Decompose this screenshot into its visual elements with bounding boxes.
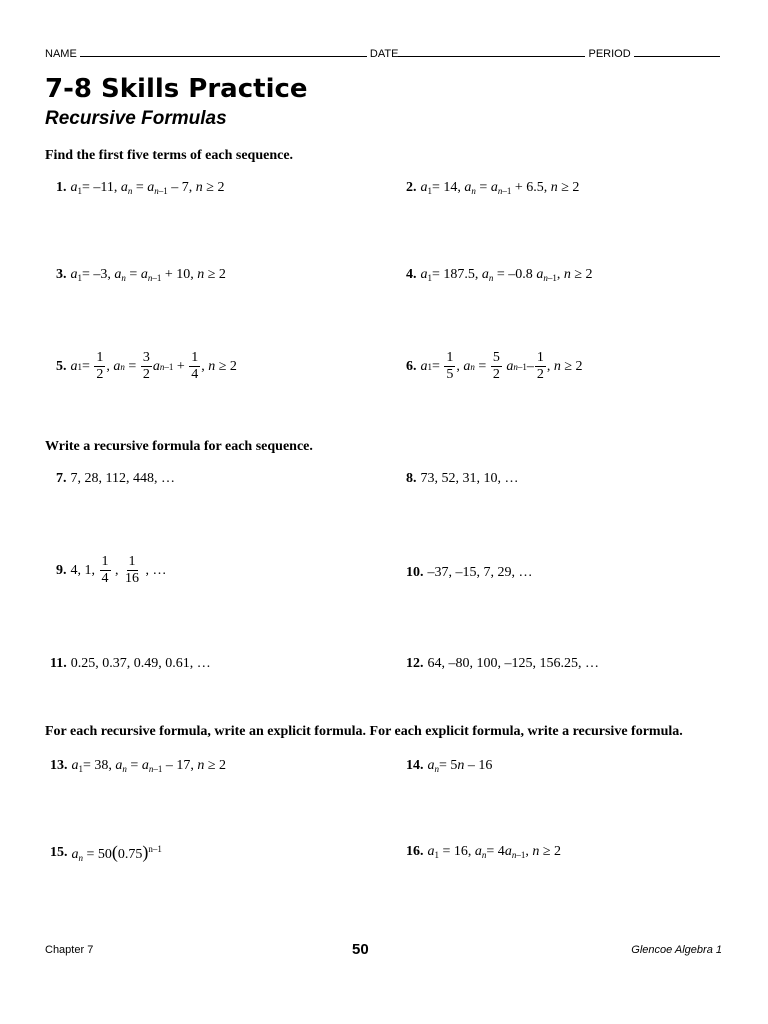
page-number: 50 <box>352 941 369 958</box>
date-label: DATE <box>369 48 399 60</box>
date-blank[interactable] <box>398 46 585 57</box>
problem-9: 9. 4, 1, $\frac{1}{4}$ , $\frac{1}{16}$ , … <box>56 554 167 586</box>
name-label: NAME <box>45 48 77 60</box>
problem-14: 14. $a_n= 5n - 16$ <box>406 758 493 774</box>
page-subtitle: Recursive Formulas <box>45 108 227 129</box>
problem-2: 2. $a_1= 14$, $a_n = a_{n-1} + 6.5$, n ≥ 2 <box>406 180 580 196</box>
section2-instruction: Write a recursive formula for each sequence. <box>45 439 313 454</box>
fraction: $\frac{1}{4}$ <box>101 554 109 586</box>
fraction: $\frac{3}{2}$ <box>142 350 150 382</box>
problem-13: 13. $a_1= 38$, $a_n = a_{n-1} - 17$, n ≥ 2 <box>50 758 226 774</box>
problem-16: 16. $a_1 = 16$, $a_n= 4a_{n-1}$, n ≥ 2 <box>406 844 561 860</box>
fraction: $\frac{5}{2}$ <box>492 350 500 382</box>
footer-chapter: Chapter 7 <box>45 944 94 956</box>
fraction: $\frac{1}{4}$ <box>191 350 199 382</box>
problem-4: 4. $a_1= 187.5$, $a_n = -0.8$ $a_{n-1}$, n ≥ 2 <box>406 267 593 283</box>
fraction: $\frac{1}{2}$ <box>536 350 544 382</box>
problem-11: 11. 0.25, 0.37, 0.49, 0.61, … <box>50 656 211 671</box>
problem-8: 8. 73, 52, 31, 10, … <box>406 471 519 486</box>
problem-6: 6. a 1 = $\frac{1}{5}$ , a n = $\frac{5}{2}$ a n–1 – $\frac{1}{2}$ , n ≥ 2 <box>406 350 583 382</box>
problem-10: 10. –37, –15, 7, 29, … <box>406 565 533 580</box>
student-info-header <box>45 46 725 60</box>
problem-7: 7. 7, 28, 112, 448, … <box>56 471 175 486</box>
period-label: PERIOD <box>588 48 631 60</box>
period-blank[interactable] <box>634 46 720 57</box>
problem-15: 15. $a_n = 50(0.75)^{n-1}$ <box>50 842 162 863</box>
problem-12: 12. 64, –80, 100, –125, 156.25, … <box>406 656 599 671</box>
section1-instruction: Find the first five terms of each sequence. <box>45 148 294 163</box>
problem-3: 3. $a_1= -3$, $a_n = a_{n-1} + 10$, n ≥ 2 <box>56 267 226 283</box>
fraction: $\frac{1}{16}$ <box>125 554 139 586</box>
problem-1: 1. $a_1= -11$, $a_n = a_{n-1} - 7$, n ≥ 2 <box>56 180 225 196</box>
fraction: $\frac{1}{5}$ <box>446 350 454 382</box>
name-blank[interactable] <box>80 46 367 57</box>
fraction: $\frac{1}{2}$ <box>96 350 104 382</box>
page-title: 7-8 Skills Practice <box>45 74 308 104</box>
footer-book: Glencoe Algebra 1 <box>631 944 722 956</box>
section3-instruction: For each recursive formula, write an explicit formula. For each explicit formula, write a recursive formula. <box>45 724 683 739</box>
problem-5: 5. a 1 = $\frac{1}{2}$ , a n = $\frac{3}{2}$ a n–1 + $\frac{1}{4}$ , n ≥ 2 <box>56 350 237 382</box>
